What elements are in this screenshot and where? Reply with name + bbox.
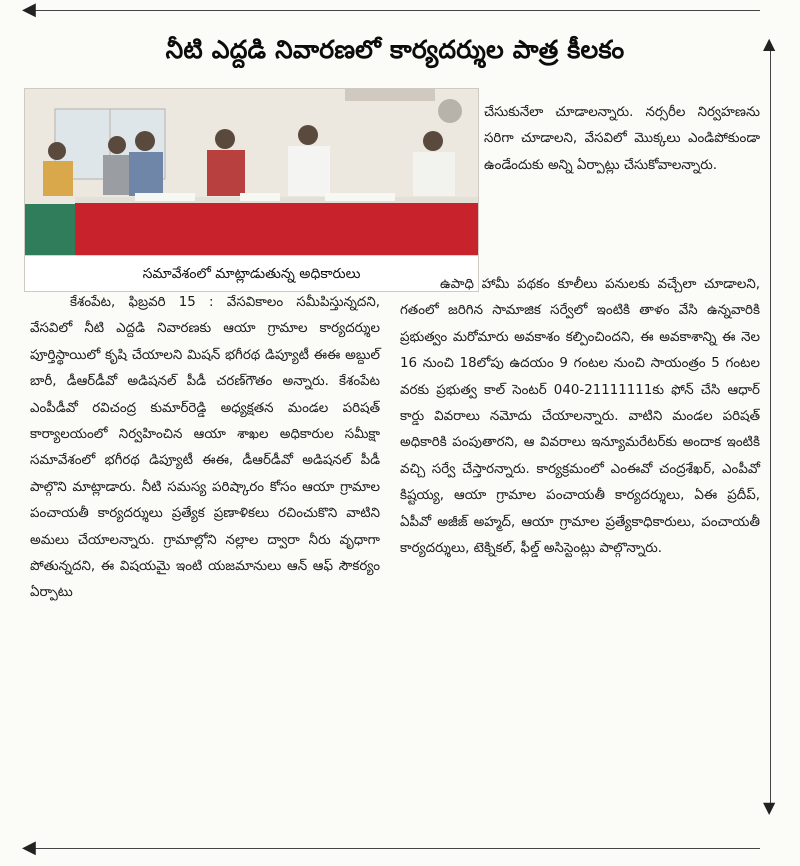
meeting-photo-illustration	[25, 89, 478, 255]
article-paragraph: ఉపాధి హామీ పథకం కూలీలు పనులకు వచ్చేలా చూడాలని, గతంలో జరిగిన సామాజిక సర్వేలో ఇంటికి తాళం వేసి ఉన్నవారికి ప్రభుత్వం మరోమారు అవకాశం కల్పించిందని, ఈ అవకాశాన్ని ఈ నెల 16 నుంచి 18లోపు ఉదయం 9 గంటల నుంచి సాయంత్రం 5 గంటల వరకు ప్రభుత్వ కాల్ సెంటర్ 040-21111111కు ఫోన్ చేసి ఆధార్ కార్డు వివరాలు నమోదు చేయాలన్నారు. వాటిని మండల పరిషత్ అధికారికి పంపుతారని, ఆ వివరాలు ఇన్యూమరేటర్‌కు అందాక ఇంటికి వచ్చి సర్వే చేస్తారన్నారు. కార్యక్రమంలో ఎంఈవో చంద్రశేఖర్, ఎంపీవో కిష్టయ్య, ఆయా గ్రామాల పంచాయతీ కార్యదర్శులు, ఏఈ ప్రదీప్, ఏపీవో అజీజ్ అహ్మద్, ఆయా గ్రామాల ప్రత్యేకాధికారులు, పంచాయతీ కార్యదర్శులు, టెక్నికల్, ఫీల్డ్ అసిస్టెంట్లు పాల్గొన్నారు.	[400, 277, 760, 557]
arrow-up-icon: ▲	[763, 34, 776, 53]
photo-caption: సమావేశంలో మాట్లాడుతున్న అధికారులు	[25, 255, 478, 292]
arrow-left-icon: ◀	[22, 837, 36, 858]
article-paragraph: కేశంపేట, ఫిబ్రవరి 15 : వేసవికాలం సమీపిస్తున్నదని, వేసవిలో నీటి ఎద్దడి నివారణకు ఆయా గ్రామాల కార్యదర్శుల పూర్తిస్థాయిలో కృషి చేయాలని మిషన్ భగీరథ డిప్యూటీ ఈఈ అబ్దుల్ బారీ, డీఆర్‌డీవో అడిషనల్ పీడీ చరణ్‌గౌతం అన్నారు. కేశంపేట ఎంపీడీవో రవిచంద్ర కుమార్‌రెడ్డి అధ్యక్షతన మండల పరిషత్ కార్యాలయంలో నిర్వహించిన ఆయా శాఖల అధికారుల సమీక్షా సమావేశంలో భగీరథ డిప్యూటీ ఈఈ, డీఆర్‌డీవో అడిషనల్ పీడీ పాల్గొని మాట్లాడారు. నీటి సమస్య పరిష్కారం కోసం ఆయా గ్రామాల పంచాయతీ కార్యదర్శులు ప్రత్యేక ప్రణాళికలు రచించుకొని వాటిని అమలు చేయాలన్నారు. గ్రామాల్లోని నల్లాల ద్వారా నీరు వృధాగా పోతున్నదని, ఈ విషయమై ఇంటి యజమానులు ఆన్ ఆఫ్ సౌకర్యం ఏర్పాటు	[30, 295, 380, 601]
article-photo	[24, 88, 479, 292]
arrow-left-icon: ◀	[22, 0, 36, 20]
right-rule	[770, 50, 771, 805]
arrow-down-icon: ▼	[763, 798, 776, 817]
top-rule	[34, 10, 760, 11]
article-column-left	[30, 290, 380, 607]
article-column-right-top	[484, 100, 760, 179]
article-paragraph: చేసుకునేలా చూడాలన్నారు. నర్సరీల నిర్వహణను సరిగా చూడాలని, వేసవిలో మొక్కలు ఎండిపోకుండా ఉండేందుకు అన్ని ఏర్పాట్లు చేసుకోవాలన్నారు.	[484, 105, 760, 173]
article-column-right-bottom	[400, 272, 760, 562]
article-headline: నీటి ఎద్దడి నివారణలో కార్యదర్శుల పాత్ర కీలకం	[165, 35, 625, 64]
bottom-rule	[34, 848, 760, 849]
